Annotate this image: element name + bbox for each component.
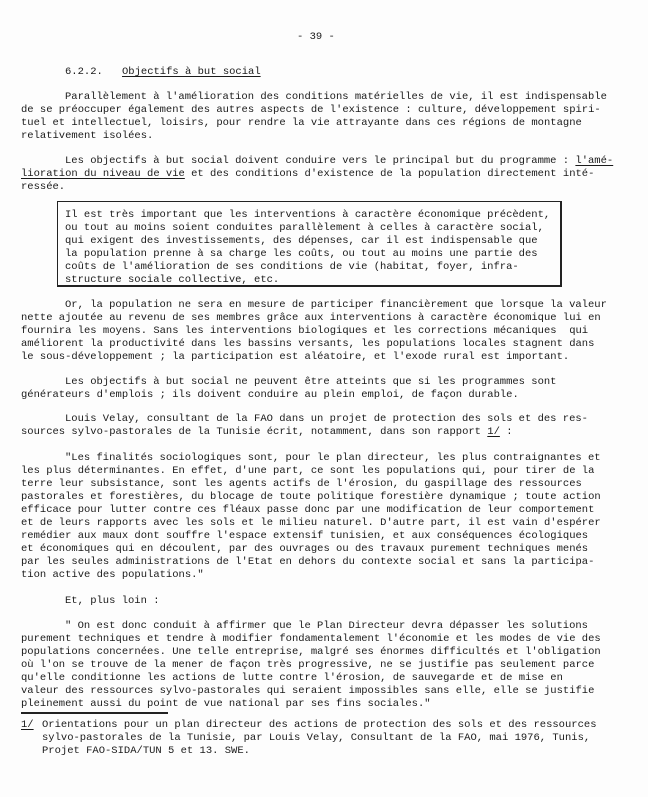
para3-line: fournira les moyens. Sans les interventions biologiques et les corrections mécaniques qui xyxy=(21,325,589,337)
quote1-line: pastorales et forestières, du blocage de toute politique forestière dynamique ; toute action xyxy=(21,491,601,503)
quote2-line: pleinement aussi du point de vue national par ses fins sociales." xyxy=(21,698,431,710)
para2-emphasis: lioration du niveau de vie xyxy=(21,168,185,180)
quote2-line: où l'on se trouve de la mener de façon très progressive, ne se justifie pas seulement parce xyxy=(21,659,595,671)
boxed-line: qui exigent des investissements, des dépenses, car il est indispensable que xyxy=(65,235,538,247)
para2-text: et des conditions d'existence de la population directement inté- xyxy=(184,168,595,180)
quote1-line: "Les finalités sociologiques sont, pour le plan directeur, les plus contraignantes et xyxy=(65,452,601,464)
para5-line: Louis Velay, consultant de la FAO dans un projet de protection des sols et des res- xyxy=(65,413,588,425)
quote1-line: et de leurs rapports avec les sols et le milieu naturel. D'autre part, il est vain d'espérer xyxy=(21,517,601,529)
quote1-line: terre leur subsistance, sont les agents actifs de l'érosion, du gaspillage des ressources xyxy=(21,478,582,490)
footnote-line: Projet FAO-SIDA/TUN 5 et 13. SWE. xyxy=(42,745,250,757)
quote1-line: tion active des populations." xyxy=(21,569,204,581)
para1-line: relativement isolées. xyxy=(21,130,154,142)
para2-line: ressée. xyxy=(21,181,66,193)
page-number: - 39 - xyxy=(297,31,335,43)
para2-text: Les objectifs à but social doivent conduire vers le principal but du programme : xyxy=(65,155,576,167)
footnote-marker: 1/ xyxy=(21,719,34,731)
quote1-line: les plus déterminantes. En effet, d'une part, ce sont les populations qui, pour tirer de la xyxy=(21,465,595,477)
para1-line: de se préoccuper également des autres aspects de l'existence : culture, développement spiri- xyxy=(21,104,601,116)
footnote-line: sylvo-pastorales de la Tunisie, par Louis Velay, Consultant de la FAO, mai 1976, Tunis, xyxy=(42,732,591,744)
para3-line: Or, la population ne sera en mesure de participer financièrement que lorsque la valeur xyxy=(65,299,607,311)
para4-line: Les objectifs à but social ne peuvent être atteints que si les programmes sont xyxy=(65,376,557,388)
footnote-divider xyxy=(21,712,168,714)
boxed-line: ou tout au moins soient conduites parallèlement à celles à caractère social, xyxy=(65,222,544,234)
para2-line xyxy=(21,168,594,181)
quote1-line: et économiques qui en découlent, par des ouvrages ou des travaux purement techniques menés xyxy=(21,543,589,555)
para2-line xyxy=(65,155,613,168)
quote2-line: qu'elle conditionne les actions de lutte contre l'érosion, de sauvegarde et de mise en xyxy=(21,672,563,684)
section-title: Objectifs à but social xyxy=(122,66,261,78)
para5-text: sources sylvo-pastorales de la Tunisie écrit, notamment, dans son rapport xyxy=(21,426,488,438)
quote1-line: par les seules administrations de l'Etat en dehors du contexte social et sans la participa- xyxy=(21,556,595,568)
quote2-line: " On est donc conduit à affirmer que le Plan Directeur devra dépasser les solutions xyxy=(65,620,588,632)
para1-line: tuel et intellectuel, loisirs, pour rendre la vie attrayante dans ces régions de montagne xyxy=(21,117,582,129)
para4-line: générateurs d'emplois ; ils doivent conduire au plein emploi, de façon durable. xyxy=(21,389,519,401)
quote2-line: purement techniques et tendre à modifier fondamentalement l'économie et les modes de vie des xyxy=(21,633,601,645)
footnote-reference[interactable]: 1/ xyxy=(487,426,500,438)
para3-line: le sous-développement ; la participation est aléatoire, et l'exode rural est important. xyxy=(21,351,570,363)
para1-line: Parallèlement à l'amélioration des conditions matérielles de vie, il est indispensable xyxy=(65,91,607,103)
para5-colon: : xyxy=(499,426,513,438)
footnote-line: Orientations pour un plan directeur des actions de protection des sols et des ressources xyxy=(42,719,597,731)
boxed-line: coûts de l'amélioration de ses conditions de vie (habitat, foyer, infra- xyxy=(65,261,519,273)
boxed-line: structure sociale collective, etc. xyxy=(65,274,280,286)
quote1-line: remédier aux maux dont souffre l'espace extensif tunisien, et aux conséquences écologiques xyxy=(21,530,589,542)
para5-line xyxy=(21,426,513,439)
boxed-line: Il est très important que les interventions à caractère économique précèdent, xyxy=(65,209,551,221)
quote2-line: valeur des ressources sylvo-pastorales qui seraient impossibles sans elle, elle se justifie xyxy=(21,685,595,697)
transition-line: Et, plus loin : xyxy=(65,595,160,607)
boxed-line: la population prenne à sa charge les coûts, ou tout au moins une partie des xyxy=(65,248,538,260)
para3-line: améliorent la productivité dans les bassins versants, les populations locales stagnent dans xyxy=(21,338,595,350)
para3-line: nette ajoutée au revenu de ses membres grâce aux interventions à caractère économique lui en xyxy=(21,312,601,324)
section-number: 6.2.2. xyxy=(65,66,103,78)
quote2-line: populations concernées. Une telle entreprise, malgré ses énormes difficultés et l'obligation xyxy=(21,646,601,658)
quote1-line: efficace pour lutter contre ces fléaux passe donc par une modification de leur comportement xyxy=(21,504,595,516)
para2-emphasis: l'amé- xyxy=(575,155,614,167)
